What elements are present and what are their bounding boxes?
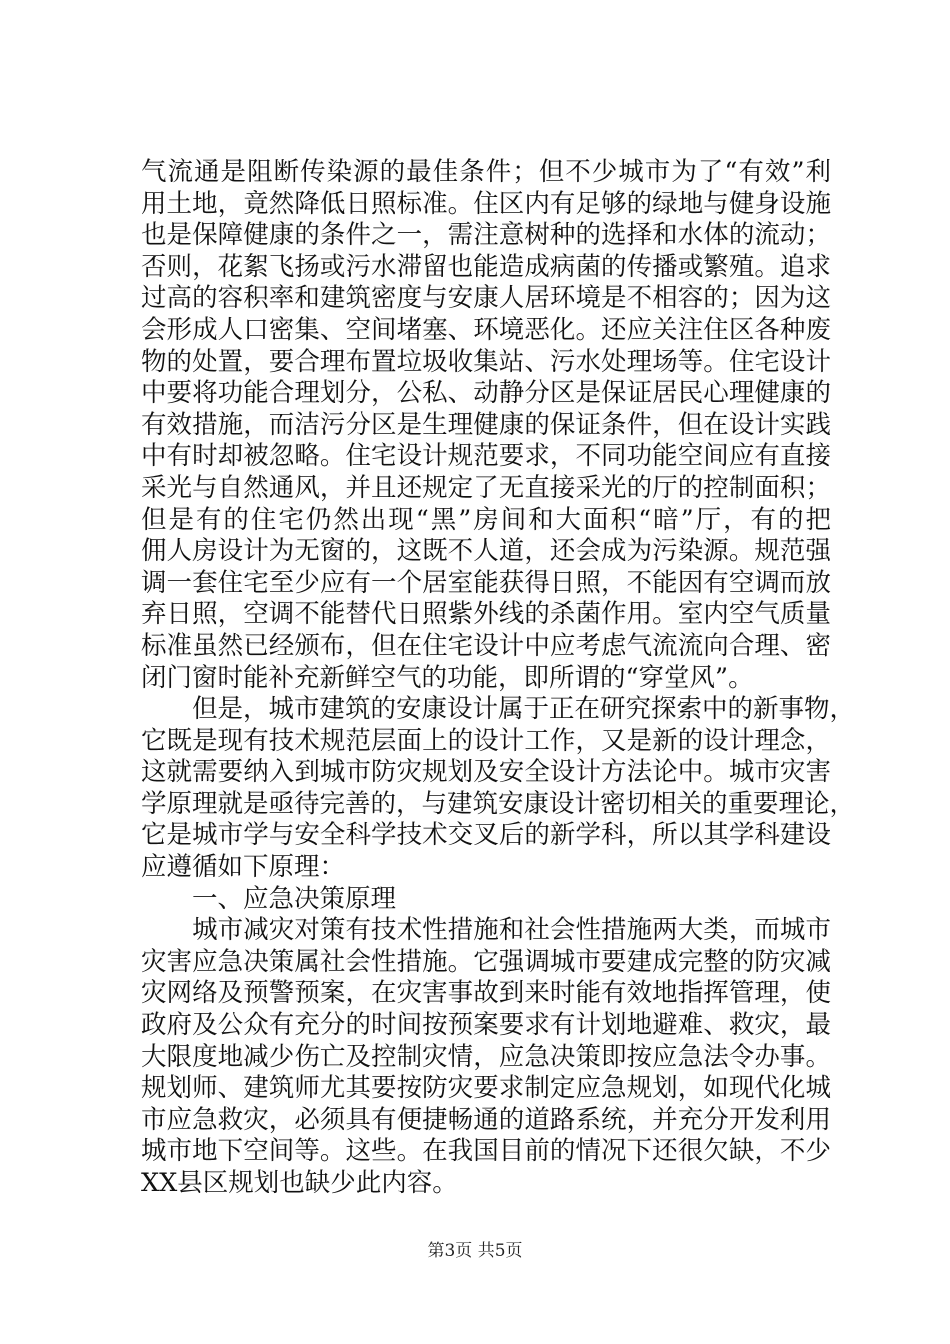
text-line: 城市地下空间等。这些。在我国目前的情况下还很欠缺，不少 bbox=[141, 1136, 831, 1167]
text-line: 但是有的住宅仍然出现“黑”房间和大面积“暗”厅，有的把 bbox=[141, 504, 831, 535]
text-line: 它既是现有技术规范层面上的设计工作，又是新的设计理念， bbox=[141, 725, 831, 756]
text-line: 否则，花絮飞扬或污水滞留也能造成病菌的传播或繁殖。追求 bbox=[141, 251, 831, 282]
text-line: 市应急救灾，必须具有便捷畅通的道路系统，并充分开发利用 bbox=[141, 1104, 831, 1135]
text-line: 学原理就是亟待完善的，与建筑安康设计密切相关的重要理论， bbox=[141, 788, 856, 819]
text-line: 中有时却被忽略。住宅设计规范要求，不同功能空间应有直接 bbox=[141, 441, 831, 472]
document-body bbox=[141, 157, 856, 1200]
text-line: 它是城市学与安全科学技术交叉后的新学科，所以其学科建设 bbox=[141, 820, 831, 851]
text-line: 政府及公众有充分的时间按预案要求有计划地避难、救灾，最 bbox=[141, 1010, 831, 1041]
text-line: 这就需要纳入到城市防灾规划及安全设计方法论中。城市灾害 bbox=[141, 757, 831, 788]
text-line: 城市减灾对策有技术性措施和社会性措施两大类，而城市 bbox=[141, 915, 831, 946]
text-line: 灾网络及预警预案，在灾害事故到来时能有效地指挥管理，使 bbox=[141, 978, 831, 1009]
text-line: 会形成人口密集、空间堵塞、环境恶化。还应关注住区各种废 bbox=[141, 314, 831, 345]
text-line: 过高的容积率和建筑密度与安康人居环境是不相容的；因为这 bbox=[141, 283, 831, 314]
text-line: 采光与自然通风，并且还规定了无直接采光的厅的控制面积； bbox=[141, 472, 831, 503]
text-line: 标准虽然已经颁布，但在住宅设计中应考虑气流流向合理、密 bbox=[141, 630, 831, 661]
page-number-footer: 第3页 共5页 bbox=[427, 1241, 523, 1261]
text-line: 气流通是阻断传染源的最佳条件；但不少城市为了“有效”利 bbox=[141, 157, 831, 187]
text-line: 应遵循如下原理： bbox=[141, 852, 346, 883]
text-line: 灾害应急决策属社会性措施。它强调城市要建成完整的防灾减 bbox=[141, 946, 831, 977]
text-line: 用土地，竟然降低日照标准。住区内有足够的绿地与健身设施 bbox=[141, 188, 831, 219]
text-line: 闭门窗时能补充新鲜空气的功能，即所谓的“穿堂风”。 bbox=[141, 662, 754, 693]
text-line: 物的处置，要合理布置垃圾收集站、污水处理场等。住宅设计 bbox=[141, 346, 831, 377]
text-line: 规划师、建筑师尤其要按防灾要求制定应急规划，如现代化城 bbox=[141, 1073, 831, 1104]
text-line: 中要将功能合理划分，公私、动静分区是保证居民心理健康的 bbox=[141, 378, 831, 409]
section-heading: 一、应急决策原理 bbox=[141, 883, 397, 914]
text-line: 弃日照，空调不能替代日照紫外线的杀菌作用。室内空气质量 bbox=[141, 599, 831, 630]
text-line: 也是保障健康的条件之一，需注意树种的选择和水体的流动； bbox=[141, 220, 831, 251]
text-line: 佣人房设计为无窗的，这既不人道，还会成为污染源。规范强 bbox=[141, 536, 831, 567]
text-line: 大限度地减少伤亡及控制灾情，应急决策即按应急法令办事。 bbox=[141, 1041, 831, 1072]
text-line: XX县区规划也缺少此内容。 bbox=[141, 1168, 458, 1198]
text-line: 有效措施，而洁污分区是生理健康的保证条件，但在设计实践 bbox=[141, 409, 831, 440]
text-line: 调一套住宅至少应有一个居室能获得日照，不能因有空调而放 bbox=[141, 567, 831, 598]
text-line: 但是，城市建筑的安康设计属于正在研究探索中的新事物， bbox=[141, 694, 856, 725]
